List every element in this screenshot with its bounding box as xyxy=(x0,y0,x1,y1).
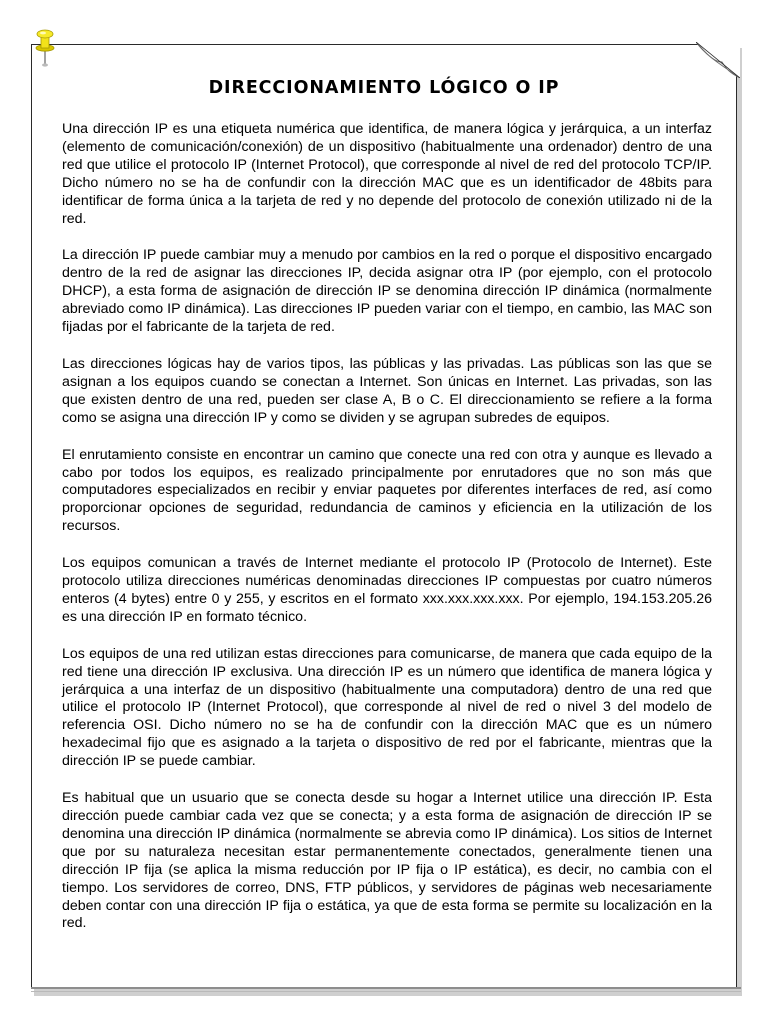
page-bottom-edge xyxy=(31,987,741,989)
paragraph: Los equipos comunican a través de Internet mediante el protocolo IP (Protocolo de Internet). Este protocolo utiliza direcciones numéricas denominadas direcciones IP compuestas por cuatro números enteros (4 bytes) entre 0 y 255, y escritos en el formato xxx.xxx.xxx.xxx. Por ejemplo, 194.153.205.26 es una dirección IP en formato técnico. xyxy=(62,555,712,625)
paragraph: La dirección IP puede cambiar muy a menudo por cambios en la red o porque el dispositivo encargado dentro de la red de asignar las direcciones IP, decida asignar otra IP (por ejemplo, con el protocolo DHCP), a esta forma de asignación de dirección IP se denomina dirección IP dinámica (normalmente abreviado como IP dinámica). Las direcciones IP pueden variar con el tiempo, en cambio, las MAC son fijadas por el fabricante de la tarjeta de red. xyxy=(62,247,712,336)
pushpin-icon xyxy=(32,28,58,68)
page-bottom-edge-shadow xyxy=(31,991,741,992)
body-text xyxy=(62,121,712,952)
page-curl-icon xyxy=(696,42,740,78)
page-title: DIRECCIONAMIENTO LÓGICO O IP xyxy=(208,78,560,98)
paragraph: Las direcciones lógicas hay de varios tipos, las públicas y las privadas. Las públicas son las que se asignan a los equipos cuando se conectan a Internet. Son únicas en Internet. Las privadas, son las que existen dentro de una red, pueden ser clase A, B o C. El direccionamiento se refiere a la forma como se asigna una dirección IP y como se dividen y se agrupan subredes de equipos. xyxy=(62,355,712,426)
paragraph: Una dirección IP es una etiqueta numérica que identifica, de manera lógica y jerárquica, a un interfaz (elemento de comunicación/conexión) de un dispositivo (habitualmente una ordenador) dentro de una red que utilice el protocolo IP (Internet Protocol), que corresponde al nivel de red del protocolo TCP/IP. Dicho número no se ha de confundir con la dirección MAC que es un identificador de 48bits para identificar de forma única a la tarjeta de red y no depende del protocolo de conexión utilizado ni de la red. xyxy=(62,121,712,227)
paragraph: El enrutamiento consiste en encontrar un camino que conecte una red con otra y aunque es llevado a cabo por todos los equipos, es realizado principalmente por enrutadores que no son más que computadores especializados en recibir y enviar paquetes por diferentes interfaces de red, así como proporcionar opciones de seguridad, redundancia de caminos y eficiencia en la utilización de los recursos. xyxy=(62,446,712,535)
paragraph: Es habitual que un usuario que se conecta desde su hogar a Internet utilice una dirección IP. Esta dirección puede cambiar cada vez que se conecta; y a esta forma de asignación de dirección IP se denomina una dirección IP dinámica (normalmente se abrevia como IP dinámica). Los sitios de Internet que por su naturaleza necesitan estar permanentemente conectados, generalmente tienen una dirección IP fija (se aplica la misma reducción por IP fija o IP estática), es decir, no cambia con el tiempo. Los servidores de correo, DNS, FTP públicos, y servidores de páginas web necesariamente deben contar con una dirección IP fija o estática, ya que de esta forma se permite su localización en la red. xyxy=(62,790,712,932)
paragraph: Los equipos de una red utilizan estas direcciones para comunicarse, de manera que cada equipo de la red tiene una dirección IP exclusiva. Una dirección IP es un número que identifica de manera lógica y jerárquica a una interfaz de un dispositivo (habitualmente una computadora) dentro de una red que utilice el protocolo IP (Internet Protocol), que corresponde al nivel de red o nivel 3 del modelo de referencia OSI. Dicho número no se ha de confundir con la dirección MAC que es un número hexadecimal fijo que es asignado a la tarjeta o dispositivo de red por el fabricante, mientras que la dirección IP se puede cambiar. xyxy=(62,645,712,770)
